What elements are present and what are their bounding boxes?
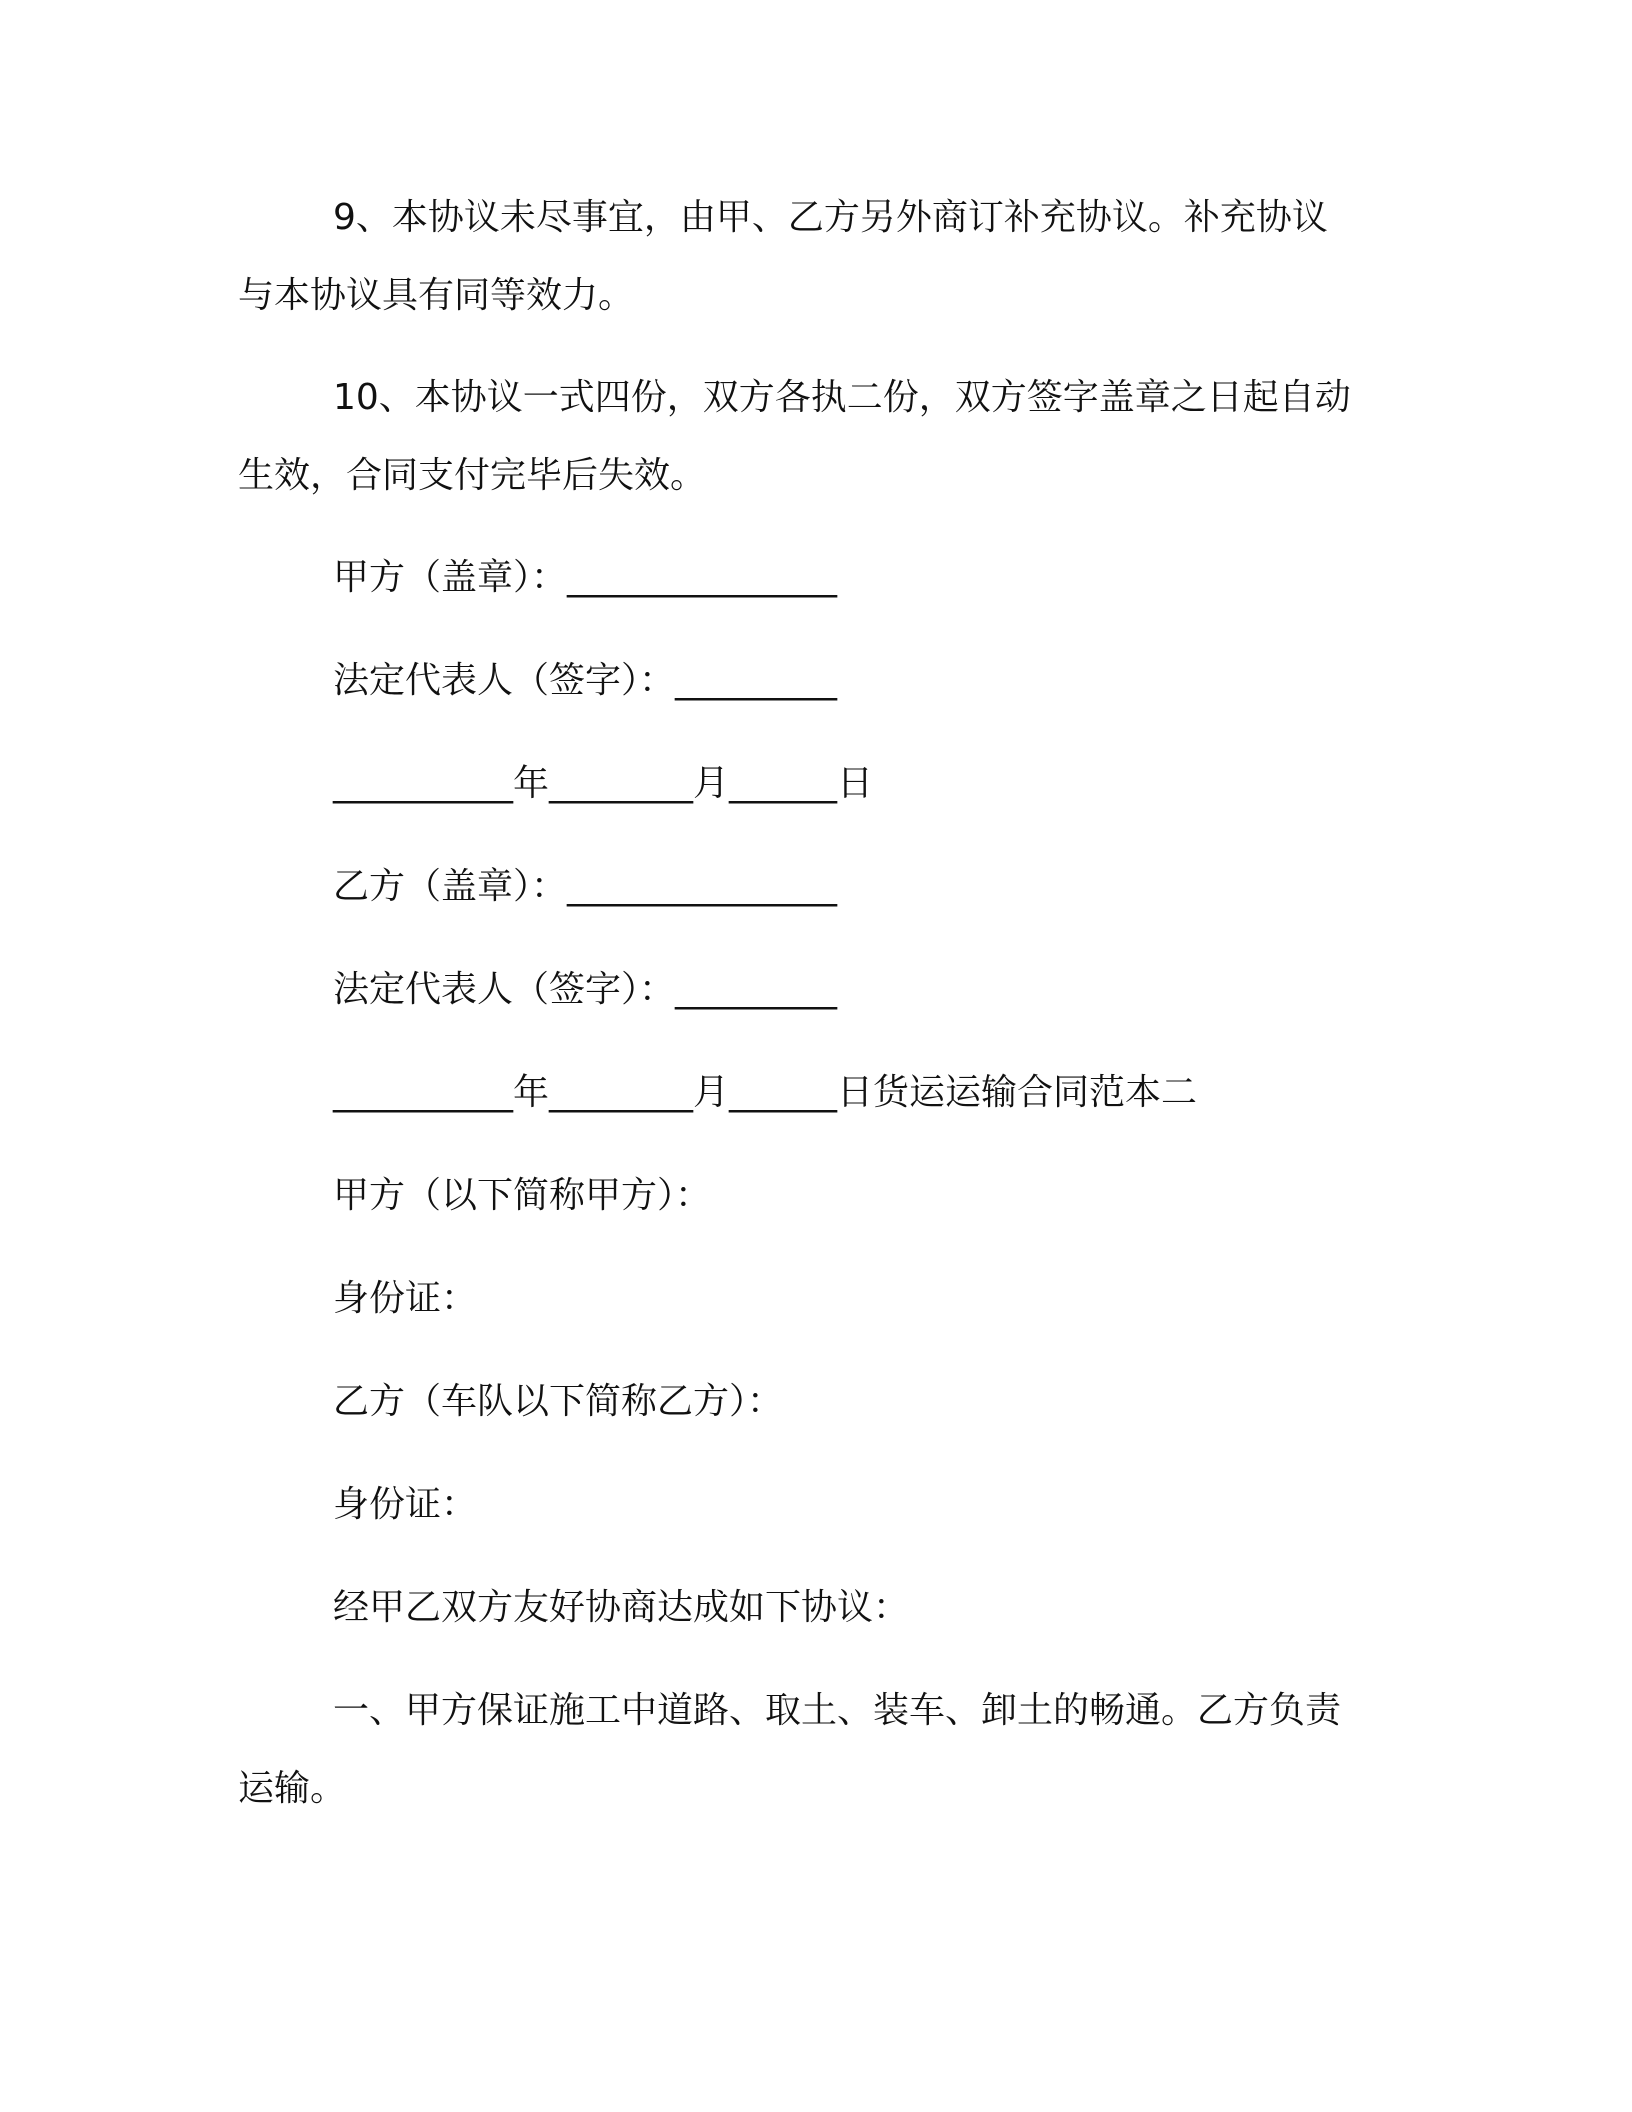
- clause-10-line-2: 生效，合同支付完毕后失效。: [238, 455, 707, 496]
- party-a-representative-line: 法定代表人（签字）：_________: [333, 660, 838, 701]
- clause-10-line-1: 10、本协议一式四份，双方各执二份，双方签字盖章之日起自动: [333, 377, 1351, 418]
- party-b-seal-line: 乙方（盖章）：_______________: [333, 866, 838, 907]
- agreement-intro-line: 经甲乙双方友好协商达成如下协议：: [333, 1587, 910, 1628]
- party-b-representative-line: 法定代表人（签字）：_________: [333, 969, 838, 1010]
- clause-1-line-2: 运输。: [238, 1768, 347, 1809]
- clause-1-line-1: 一、甲方保证施工中道路、取土、装车、卸土的畅通。乙方负责: [333, 1690, 1342, 1731]
- party-a-id-line: 身份证：: [333, 1278, 478, 1319]
- party-b-date-and-title-line: __________年________月______日货运运输合同范本二: [333, 1072, 1198, 1113]
- party-a-intro-line: 甲方（以下简称甲方）：: [333, 1175, 712, 1216]
- party-a-seal-line: 甲方（盖章）：_______________: [333, 557, 838, 598]
- clause-9-line-2: 与本协议具有同等效力。: [238, 275, 635, 316]
- party-b-id-line: 身份证：: [333, 1484, 478, 1525]
- clause-9-line-1: 9、本协议未尽事宜，由甲、乙方另外商订补充协议。补充协议: [333, 197, 1328, 238]
- party-b-intro-line: 乙方（车队以下简称乙方）：: [333, 1381, 784, 1422]
- party-a-date-line: __________年________月______日: [333, 763, 873, 804]
